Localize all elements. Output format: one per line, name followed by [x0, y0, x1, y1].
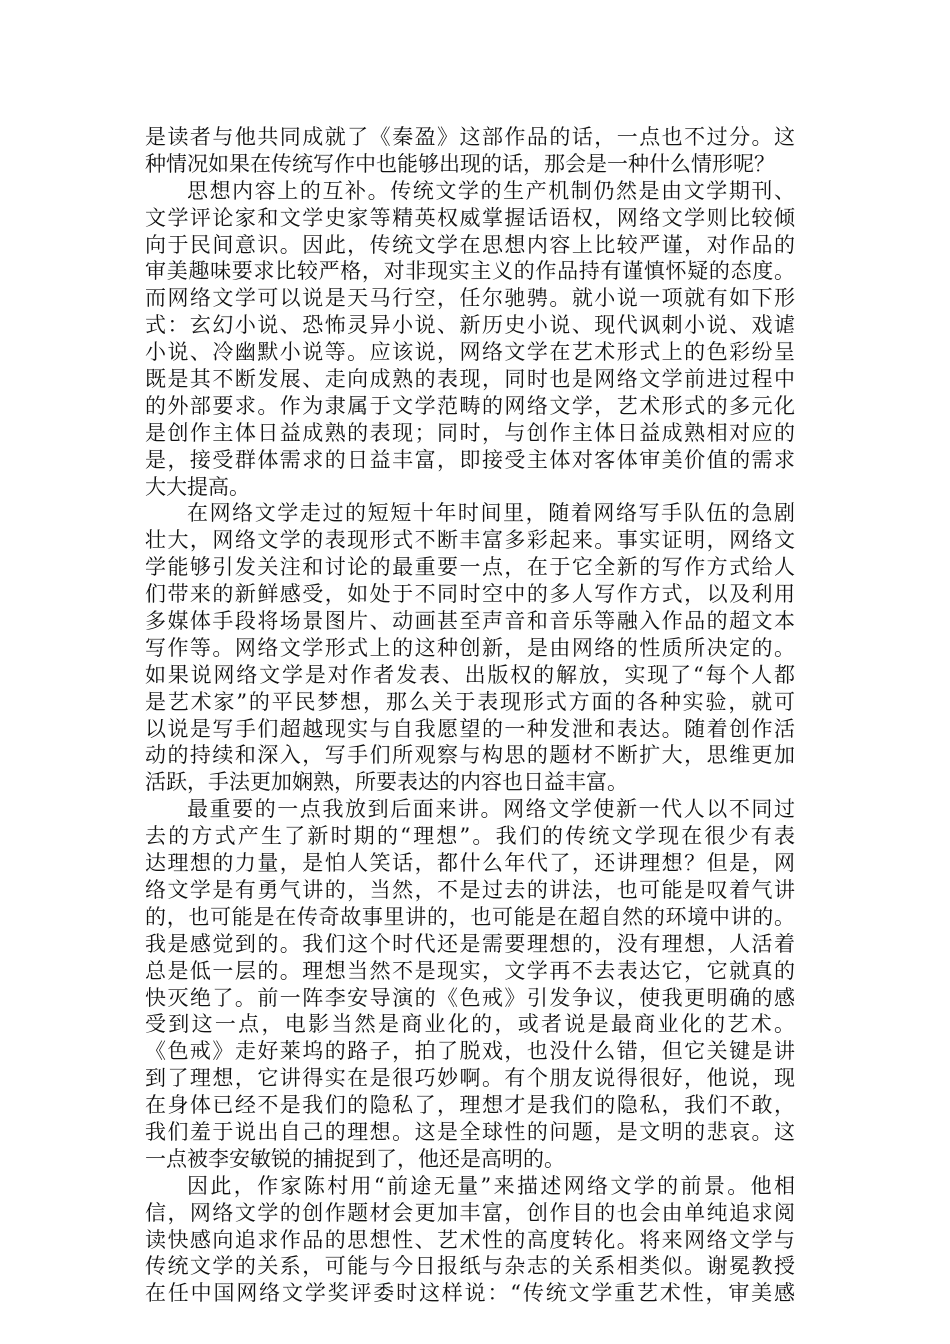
text-line: 学能够引发关注和讨论的最重要一点，在于它全新的写作方式给人 [145, 555, 795, 580]
text-line: 多媒体手段将场景图片、动画甚至声音和音乐等融入作品的超文本 [145, 609, 795, 634]
text-line: 去的方式产生了新时期的“理想”。我们的传统文学现在很少有表 [145, 824, 795, 849]
text-line: 信，网络文学的创作题材会更加丰富，创作目的也会由单纯追求阅 [145, 1200, 795, 1225]
text-line: 是创作主体日益成熟的表现；同时，与创作主体日益成熟相对应的 [145, 420, 795, 445]
text-line: 读快感向追求作品的思想性、艺术性的高度转化。将来网络文学与 [145, 1227, 795, 1252]
text-line: 而网络文学可以说是天马行空，任尔驰骋。就小说一项就有如下形 [145, 286, 795, 311]
text-line: 的，也可能是在传奇故事里讲的，也可能是在超自然的环境中讲的。 [145, 904, 795, 929]
text-line: 既是其不断发展、走向成熟的表现，同时也是网络文学前进过程中 [145, 367, 795, 392]
text-line: 小说、冷幽默小说等。应该说，网络文学在艺术形式上的色彩纷呈 [145, 340, 795, 365]
text-line: 传统文学的关系，可能与今日报纸与杂志的关系相类似。谢冕教授 [145, 1254, 795, 1279]
text-line: 《色戒》走好莱坞的路子，拍了脱戏，也没什么错，但它关键是讲 [145, 1039, 795, 1064]
text-line: 是艺术家”的平民梦想，那么关于表现形式方面的各种实验，就可 [145, 689, 795, 714]
text-line: 是读者与他共同成就了《秦盈》这部作品的话，一点也不过分。这 [145, 125, 795, 149]
text-line: 向于民间意识。因此，传统文学在思想内容上比较严谨，对作品的 [145, 232, 795, 257]
text-line: 种情况如果在传统写作中也能够出现的话，那会是一种什么情形呢？ [145, 151, 775, 176]
text-line: 快灭绝了。前一阵李安导演的《色戒》引发争议，使我更明确的感 [145, 985, 795, 1010]
text-line: 在网络文学走过的短短十年时间里，随着网络写手队伍的急剧 [187, 501, 795, 526]
text-line: 一点被李安敏锐的捕捉到了，他还是高明的。 [145, 1146, 565, 1171]
text-line: 动的持续和深入，写手们所观察与构思的题材不断扩大，思维更加 [145, 743, 795, 768]
text-line: 文学评论家和文学史家等精英权威掌握话语权，网络文学则比较倾 [145, 205, 795, 230]
text-line: 如果说网络文学是对作者发表、出版权的解放，实现了“每个人都 [145, 662, 795, 687]
text-line: 在任中国网络文学奖评委时这样说：“传统文学重艺术性，审美感 [145, 1281, 795, 1306]
text-line: 是，接受群体需求的日益丰富，即接受主体对客体审美价值的需求 [145, 447, 795, 472]
text-line: 活跃，手法更加娴熟，所要表达的内容也日益丰富。 [145, 770, 628, 795]
text-line: 达理想的力量，是怕人笑话，都什么年代了，还讲理想？但是，网 [145, 851, 795, 876]
text-line: 式：玄幻小说、恐怖灵异小说、新历史小说、现代讽刺小说、戏谑 [145, 313, 795, 338]
text-line: 大大提高。 [145, 474, 250, 499]
text-line: 到了理想，它讲得实在是很巧妙啊。有个朋友说得很好，他说，现 [145, 1066, 795, 1091]
text-line: 审美趣味要求比较严格，对非现实主义的作品持有谨慎怀疑的态度。 [145, 259, 795, 284]
document-body [145, 124, 795, 1307]
text-line: 总是低一层的。理想当然不是现实，文学再不去表达它，它就真的 [145, 958, 795, 983]
text-line: 们带来的新鲜感受，如处于不同时空中的多人写作方式，以及利用 [145, 582, 795, 607]
text-line: 思想内容上的互补。传统文学的生产机制仍然是由文学期刊、 [187, 178, 795, 203]
text-line: 我们羞于说出自己的理想。这是全球性的问题，是文明的悲哀。这 [145, 1119, 795, 1144]
text-line: 在身体已经不是我们的隐私了，理想才是我们的隐私，我们不敢， [145, 1093, 795, 1118]
text-line: 受到这一点，电影当然是商业化的，或者说是最商业化的艺术。 [145, 1012, 795, 1037]
text-line: 壮大，网络文学的表现形式不断丰富多彩起来。事实证明，网络文 [145, 528, 795, 553]
text-line: 的外部要求。作为隶属于文学范畴的网络文学，艺术形式的多元化 [145, 393, 795, 418]
text-line: 络文学是有勇气讲的，当然，不是过去的讲法，也可能是叹着气讲 [145, 877, 795, 902]
text-line: 我是感觉到的。我们这个时代还是需要理想的，没有理想，人活着 [145, 931, 795, 956]
text-line: 因此，作家陈村用“前途无量”来描述网络文学的前景。他相 [187, 1173, 795, 1198]
text-line: 以说是写手们超越现实与自我愿望的一种发泄和表达。随着创作活 [145, 716, 795, 741]
text-line: 最重要的一点我放到后面来讲。网络文学使新一代人以不同过 [187, 797, 795, 822]
text-line: 写作等。网络文学形式上的这种创新，是由网络的性质所决定的。 [145, 635, 795, 660]
